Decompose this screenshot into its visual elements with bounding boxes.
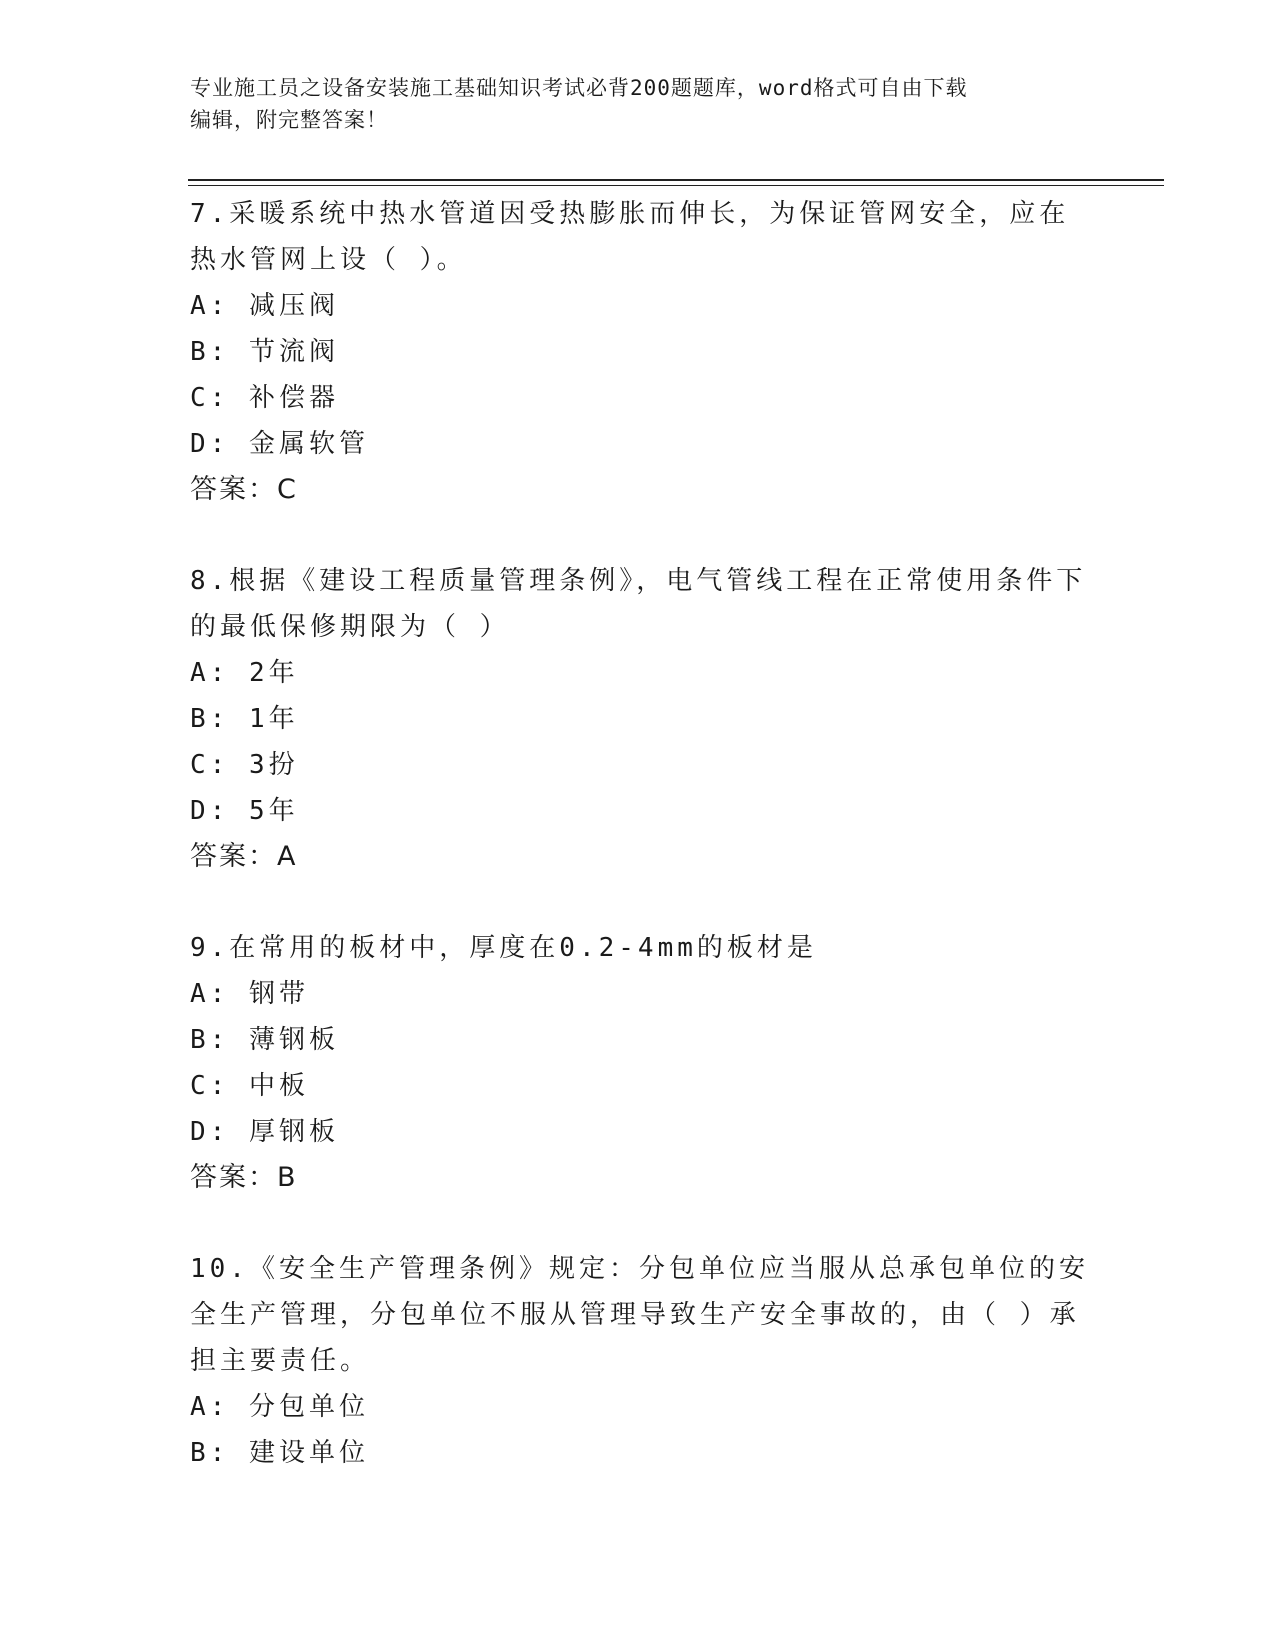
question-stem: 9.在常用的板材中，厚度在0.2-4mm的板材是 — [190, 933, 817, 963]
header-line-2: 编辑，附完整答案！ — [190, 108, 388, 132]
option-b: B: 1年 — [190, 704, 299, 734]
header-line-1: 专业施工员之设备安装施工基础知识考试必背200题题库，word格式可自由下载 — [190, 76, 968, 100]
question-7 — [190, 191, 1090, 513]
option-b: B: 节流阀 — [190, 337, 339, 367]
question-stem: 8.根据《建设工程质量管理条例》，电气管线工程在正常使用条件下的最低保修期限为（ ） — [190, 566, 1087, 642]
question-stem: 7.采暖系统中热水管道因受热膨胀而伸长，为保证管网安全，应在热水管网上设（ ）。 — [190, 199, 1070, 275]
option-d: D: 厚钢板 — [190, 1117, 339, 1147]
question-8 — [190, 558, 1090, 880]
option-a: A: 钢带 — [190, 979, 309, 1009]
question-stem: 10.《安全生产管理条例》规定：分包单位应当服从总承包单位的安全生产管理，分包单位不服从管理导致生产安全事故的，由（ ）承担主要责任。 — [190, 1254, 1089, 1376]
option-a: A: 减压阀 — [190, 291, 339, 321]
answer-line: 答案：C — [190, 474, 298, 505]
option-c: C: 补偿器 — [190, 383, 339, 413]
option-a: A: 2年 — [190, 658, 299, 688]
answer-line: 答案：B — [190, 1162, 298, 1193]
option-b: B: 建设单位 — [190, 1438, 369, 1468]
answer-line: 答案：A — [190, 841, 298, 872]
header-divider-top — [188, 179, 1164, 181]
document-header — [190, 72, 1090, 136]
option-d: D: 金属软管 — [190, 429, 369, 459]
option-b: B: 薄钢板 — [190, 1025, 339, 1055]
option-d: D: 5年 — [190, 796, 299, 826]
question-list — [190, 191, 1090, 1476]
option-a: A: 分包单位 — [190, 1392, 369, 1422]
question-9 — [190, 925, 1090, 1201]
header-divider-bottom — [188, 185, 1164, 186]
question-10 — [190, 1246, 1090, 1476]
option-c: C: 中板 — [190, 1071, 309, 1101]
option-c: C: 3扮 — [190, 750, 299, 780]
